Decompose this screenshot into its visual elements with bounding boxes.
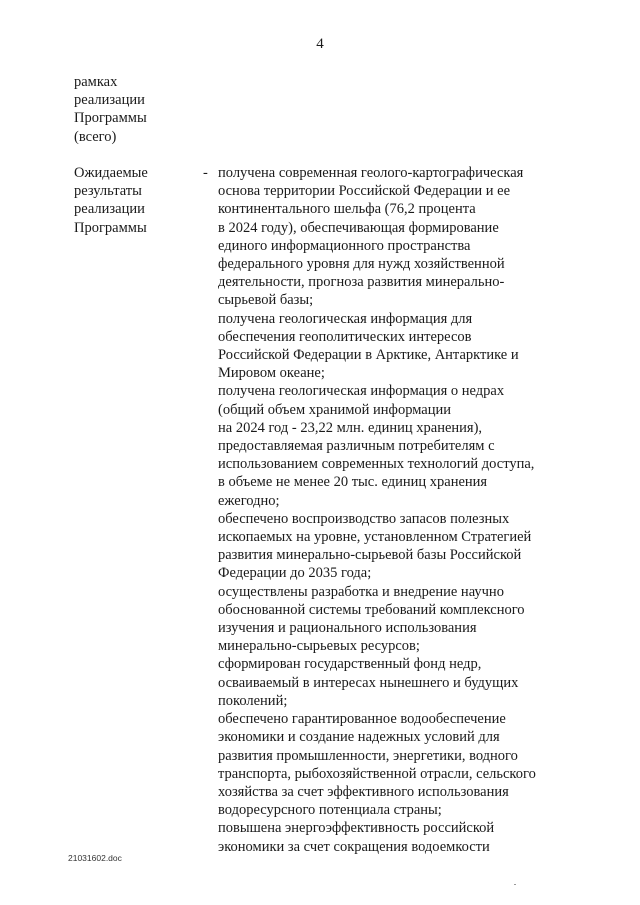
results-text-line: в объеме не менее 20 тыс. единиц хранения: [218, 474, 488, 491]
results-text-line: транспорта, рыбохозяйственной отрасли, сельского: [218, 765, 536, 782]
results-text-line: получена геологическая информация для: [218, 310, 473, 327]
results-text-line: основа территории Российской Федерации и ее: [218, 183, 511, 200]
results-text-line: ископаемых на уровне, установленном Стратегией: [218, 529, 532, 546]
results-text-line: повышена энергоэффективность российской: [218, 820, 495, 837]
results-text-line: (общий объем хранимой информации: [218, 401, 452, 418]
results-text-line: Федерации до 2035 года;: [218, 565, 372, 582]
funding-label-line: реализации: [74, 92, 145, 109]
results-text-line: обеспечено гарантированное водообеспечение: [218, 711, 506, 728]
scan-speck: [514, 884, 516, 885]
funding-label-line: Программы: [74, 110, 147, 127]
results-text-line: единого информационного пространства: [218, 237, 471, 254]
results-text-line: получена геологическая информация о недрах: [218, 383, 505, 400]
results-text-line: использованием современных технологий доступа,: [218, 456, 535, 473]
results-label-line: Ожидаемые: [74, 165, 148, 181]
results-text-line: ежегодно;: [218, 492, 280, 509]
funding-label: [74, 73, 194, 146]
results-text-line: экономики и создание надежных условий для: [218, 729, 500, 746]
results-text-line: осуществлены разработка и внедрение научно: [218, 583, 504, 600]
results-text-line: обеспечено воспроизводство запасов полезных: [218, 510, 510, 527]
results-label-line: реализации: [74, 201, 145, 218]
footer-file-name: 21031602.doc: [68, 853, 122, 863]
results-text-line: на 2024 год - 23,22 млн. единиц хранения),: [218, 419, 483, 436]
results-text-line: континентального шельфа (76,2 процента: [218, 201, 476, 218]
results-text-line: изучения и рационального использования: [218, 620, 477, 637]
results-text-line: развития промышленности, энергетики, водного: [218, 747, 518, 764]
results-text-line: получена современная геолого-картографическая: [218, 165, 524, 181]
expected-results-text: [218, 164, 578, 856]
expected-results-label: [74, 164, 194, 237]
results-text-line: хозяйства за счет эффективного использования: [218, 783, 509, 800]
results-text-line: в 2024 году), обеспечивающая формирование: [218, 219, 499, 236]
results-text-line: поколений;: [218, 692, 288, 709]
list-dash: -: [203, 165, 208, 181]
results-text-line: осваиваемый в интересах нынешнего и будущих: [218, 674, 519, 691]
results-text-line: экономики за счет сокращения водоемкости: [218, 838, 490, 855]
funding-label-line: (всего): [74, 128, 117, 145]
results-text-line: обоснованной системы требований комплексного: [218, 601, 525, 618]
results-label-line: Программы: [74, 219, 147, 236]
results-text-line: Мировом океане;: [218, 365, 325, 382]
results-text-line: сырьевой базы;: [218, 292, 314, 309]
results-label-line: результаты: [74, 183, 142, 200]
results-text-line: предоставляемая различным потребителям с: [218, 438, 495, 455]
page-number: 4: [316, 36, 324, 52]
results-text-line: Российской Федерации в Арктике, Антарктике и: [218, 347, 519, 364]
results-text-line: водоресурсного потенциала страны;: [218, 802, 442, 819]
results-text-line: развития минерально-сырьевой базы Российской: [218, 547, 522, 564]
results-text-line: минерально-сырьевых ресурсов;: [218, 638, 420, 655]
funding-label-line: рамках: [74, 74, 118, 90]
results-text-line: деятельности, прогноза развития минерально-: [218, 274, 505, 291]
results-text-line: обеспечения геополитических интересов: [218, 328, 472, 345]
results-text-line: федерального уровня для нужд хозяйственной: [218, 256, 505, 273]
results-text-line: сформирован государственный фонд недр,: [218, 656, 482, 673]
